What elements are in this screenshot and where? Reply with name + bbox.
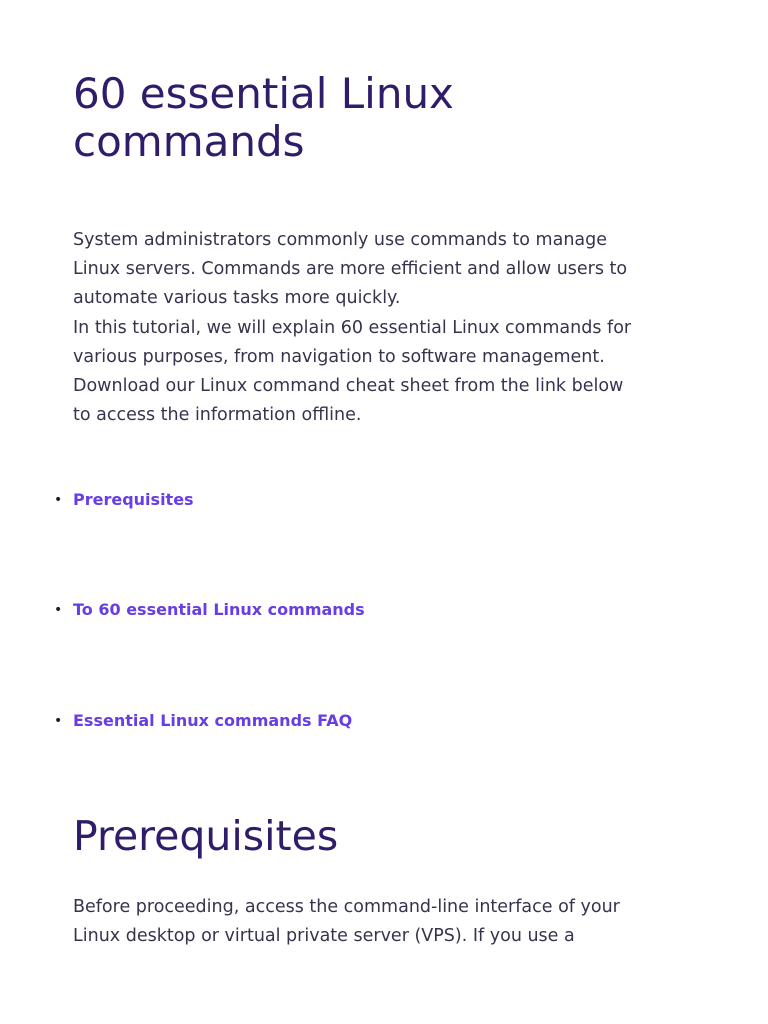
toc-item-commands (0, 599, 700, 623)
prerequisites-line: Linux desktop or virtual private server (VPS). If you use a (73, 926, 575, 947)
toc-item-prerequisites (0, 489, 700, 513)
prerequisites-line: Before proceeding, access the command-line interface of your (73, 897, 620, 917)
page-title (73, 70, 713, 166)
toc-link-commands[interactable]: To 60 essential Linux commands (73, 600, 365, 619)
bullet-icon: • (54, 602, 63, 618)
prerequisites-paragraph (73, 893, 713, 951)
toc-link-prerequisites[interactable]: Prerequisites (73, 490, 194, 509)
bullet-icon: • (54, 492, 63, 508)
toc-link-faq[interactable]: Essential Linux commands FAQ (73, 711, 353, 730)
intro-line: automate various tasks more quickly. (73, 288, 401, 309)
page-title-line: 60 essential Linux (73, 69, 454, 118)
bullet-icon: • (54, 713, 63, 729)
intro-line: to access the information offline. (73, 405, 362, 426)
intro-line: various purposes, from navigation to software management. (73, 346, 605, 367)
intro-line: Linux servers. Commands are more efficient and allow users to (73, 259, 628, 280)
intro-paragraph (73, 226, 713, 430)
intro-line: Download our Linux command cheat sheet from the link below (73, 376, 624, 397)
section-heading-prerequisites: Prerequisites (73, 812, 339, 860)
toc-item-faq (0, 710, 700, 734)
intro-line: System administrators commonly use commands to manage (73, 230, 608, 250)
page-title-line: commands (73, 117, 305, 166)
intro-line: In this tutorial, we will explain 60 essential Linux commands for (73, 317, 632, 338)
